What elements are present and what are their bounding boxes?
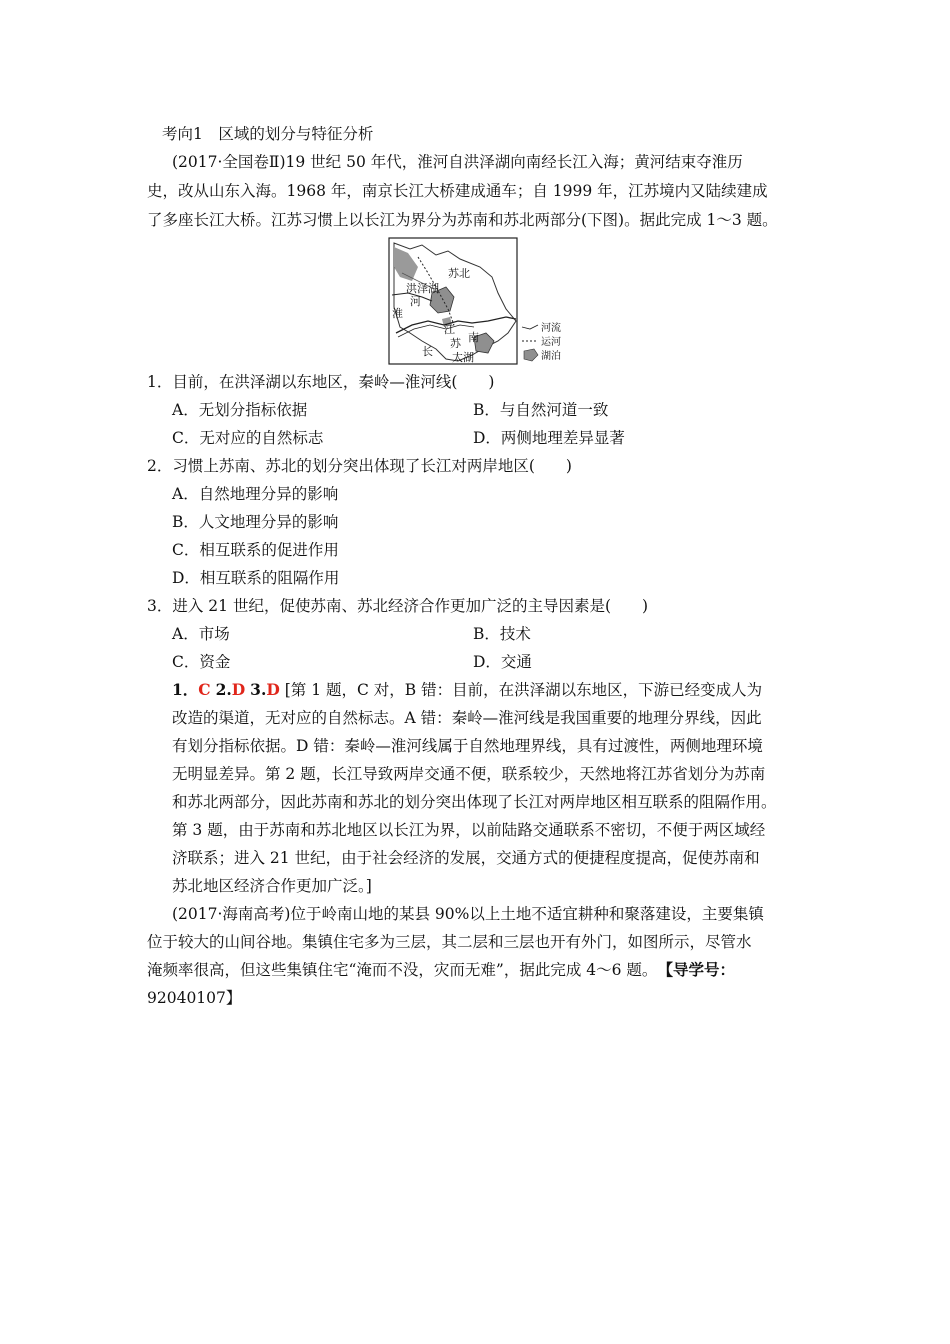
answer-line: 无明显差异。第 2 题，长江导致两岸交通不便，联系较少，天然地将江苏省划分为苏南 xyxy=(172,765,766,783)
answer-3-letter: D xyxy=(266,680,280,699)
label-su: 苏 xyxy=(450,337,461,350)
question-3-stem: 3．进入 21 世纪，促使苏南、苏北经济合作更加广泛的主导因素是( ) xyxy=(147,597,649,615)
answer-explanation-start: [第 1 题，C 对，B 错：目前，在洪泽湖以东地区，下游已经变成人为 xyxy=(284,681,763,699)
question-1-option-b: B．与自然河道一致 xyxy=(473,401,609,419)
question-2-option-b: B．人文地理分异的影响 xyxy=(172,513,339,531)
label-hu: 湖 xyxy=(428,282,439,295)
answer-1-letter: C xyxy=(198,680,211,699)
guide-number-label: 【导学号： xyxy=(665,960,735,979)
legend-lake-icon xyxy=(524,349,538,361)
legend-lake: 湖泊 xyxy=(541,351,561,362)
answer-line: 有划分指标依据。D 错：秦岭—淮河线属于自然地理界线，具有过渡性，两侧地理环境 xyxy=(172,737,763,755)
region-shade xyxy=(394,247,418,281)
question-1-option-d: D．两侧地理差异显著 xyxy=(473,429,625,447)
legend-river-icon xyxy=(522,325,538,329)
jiangsu-map-figure xyxy=(388,237,568,367)
question-1-stem: 1．目前，在洪泽湖以东地区，秦岭—淮河线( ) xyxy=(147,373,495,391)
legend-river: 河流 xyxy=(541,323,561,334)
question-3-option-a: A．市场 xyxy=(172,625,230,643)
label-he: 河 xyxy=(410,295,421,308)
intro-line-1: (2017·全国卷Ⅱ)19 世纪 50 年代，淮河自洪泽湖向南经长江入海；黄河结束夺淮历 xyxy=(172,153,743,171)
label-jiang: 江 xyxy=(444,323,455,336)
question-2-stem: 2．习惯上苏南、苏北的划分突出体现了长江对两岸地区( ) xyxy=(147,457,572,475)
question-1-option-a: A．无划分指标依据 xyxy=(172,401,308,419)
question-2-option-d: D．相互联系的阻隔作用 xyxy=(172,569,340,587)
intro-line-3: 了多座长江大桥。江苏习惯上以长江为界分为苏南和苏北两部分(下图)。据此完成 1～3 题。 xyxy=(147,211,778,229)
guide-number: 92040107】 xyxy=(147,989,242,1007)
next-passage-line xyxy=(147,959,735,981)
answer-3-number: 3. xyxy=(250,680,267,699)
question-3-option-b: B．技术 xyxy=(473,625,531,643)
answer-line: 改造的渠道，无对应的自然标志。A 错：秦岭—淮河线是我国重要的地理分界线，因此 xyxy=(172,709,762,727)
answer-1-number: 1． xyxy=(172,680,199,699)
yangtze-river xyxy=(396,317,516,333)
question-1-option-c: C．无对应的自然标志 xyxy=(172,429,324,447)
answer-line: 苏北地区经济合作更加广泛。] xyxy=(172,877,372,895)
answer-2-number: 2. xyxy=(215,680,232,699)
label-huai: 淮 xyxy=(392,307,403,320)
next-passage-line: 位于较大的山间谷地。集镇住宅多为三层，其二层和三层也开有外门，如图所示，尽管水 xyxy=(147,933,752,951)
label-hongze: 洪泽 xyxy=(406,282,428,295)
legend-canal: 运河 xyxy=(541,337,561,348)
section-title: 考向1 区域的划分与特征分析 xyxy=(162,125,374,143)
answer-line: 济联系；进入 21 世纪，由于社会经济的发展，交通方式的便捷程度提高，促使苏南和 xyxy=(172,849,760,867)
answer-first-line xyxy=(172,679,762,701)
answer-line: 第 3 题，由于苏南和苏北地区以长江为界，以前陆路交通联系不密切，不便于两区域经 xyxy=(172,821,766,839)
question-3-option-d: D．交通 xyxy=(473,653,532,671)
next-passage-text: 淹频率很高，但这些集镇住宅“淹而不没，灾而无难”，据此完成 4～6 题。 xyxy=(147,961,650,979)
question-3-option-c: C．资金 xyxy=(172,653,231,671)
label-chang: 长 xyxy=(422,345,433,358)
label-subei: 苏北 xyxy=(448,267,470,280)
question-2-option-c: C．相互联系的促进作用 xyxy=(172,541,339,559)
next-passage-line: (2017·海南高考)位于岭南山地的某县 90%以上土地不适宜耕种和聚落建设，主要集镇 xyxy=(172,905,764,923)
answer-line: 和苏北两部分，因此苏南和苏北的划分突出体现了长江对两岸地区相互联系的阻隔作用。 xyxy=(172,793,777,811)
label-nan: 南 xyxy=(468,331,479,344)
answer-2-letter: D xyxy=(231,680,246,699)
question-2-option-a: A．自然地理分异的影响 xyxy=(172,485,339,503)
intro-line-2: 史，改从山东入海。1968 年，南京长江大桥建成通车；自 1999 年，江苏境内又陆续建成 xyxy=(147,182,768,200)
label-taihu: 太湖 xyxy=(452,351,474,364)
